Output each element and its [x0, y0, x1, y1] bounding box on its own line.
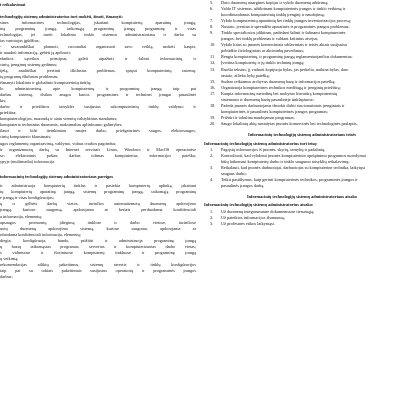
item-text: Įvertina kompiuterių ir jų tinklo techninę įrangą;: [221, 60, 305, 66]
item-text: įrangos, bei tinklų problemas ir valdant kritinius atvejus;: [221, 36, 319, 42]
right-column: [204, 0, 400, 400]
text-line: išmanyti lokalinio ir globalinio kompiuterinių tinklų;: [0, 80, 92, 86]
text-line: ypyje (multimedia) informacija.: [0, 158, 56, 164]
text-line: apsaugos priemonių įdiegimą tinklose ir darbo vietose, turinčiose: [0, 219, 196, 225]
text-line: cinių kompiuterio klausimais;: [0, 134, 52, 140]
item-number: 18.: [210, 102, 216, 108]
text-line: rekomendacijas atliktų pakeitimus, sistemų atvertis ir tinklų konfigūracijos: [0, 261, 196, 267]
text-line: priežiūra;: [0, 110, 17, 116]
text-line: lo administravimą apie kompiuterinę ir programinę įrangą taip pat: [0, 86, 196, 92]
item-text: Valdo IT sistemas, užtikrinant kompiuterinės įrangos ir tinklo veikimą ir: [221, 6, 346, 12]
item-text: Teikti pasiūlymus, kaip gerinti kompiuterinės technikos, programinės įrangos ir: [221, 176, 358, 182]
text-line: echnologijas, jei turėti lokalinio tinklo sistemos administratoriaus ir darbo su: [0, 31, 196, 37]
item-number: 15.: [210, 78, 216, 84]
responsibility-list: [204, 209, 400, 227]
responsibility-heading: Informacinių technologijų sistemų administratoriaus atsako: [246, 194, 358, 200]
item-number: 13.: [210, 66, 216, 72]
item-text: Prižiūri ir tobulina naudojamas programas;: [221, 114, 295, 120]
list-item: [204, 183, 400, 189]
text-line: darbus;: [0, 273, 13, 279]
item-text: Už pateiktos informacijos išsamumą;: [221, 214, 285, 220]
text-line: taip pat su tokiais pakeitimais susijusius operatorių ir programinės įrangos: [0, 267, 196, 273]
rights-intro: Informacinių technologijų sistemų administratorius turi teisę:: [204, 140, 318, 146]
item-number: 3.: [210, 220, 214, 226]
item-text: Nustato, įvertina ir sprendžia aparatinės ir programinės įrangos problemas;: [221, 24, 350, 30]
item-number: 4.: [210, 176, 214, 182]
text-line: kompiuterio techninius duomenis, maksimalias aplinkvamo galimybes;: [0, 122, 123, 128]
text-line: ias vartotojas įgūdžius;: [0, 37, 40, 43]
text-line: ų veikimą;: [0, 255, 19, 261]
item-text: saugaus darbo;: [221, 170, 247, 176]
text-line: ir naudoti informaciją, gebėti ją apdoroti;: [0, 49, 71, 55]
item-text: Vykdo kitus so įmonės komerciniais uždaviniais ir teisės aktais susijusius: [221, 42, 348, 48]
section-heading: technologijų sistemų administratorius turi mokėti, žinoti, išmanyti:: [0, 13, 123, 19]
item-text: Reikalauti, kad įmonės darbuotojai, darbuotojus su kompiuterine technika, laikytųsi: [221, 164, 366, 170]
item-number: 5.: [210, 0, 214, 5]
spacer: [0, 8, 196, 12]
rights-list: [204, 147, 400, 189]
item-number: 20.: [210, 120, 216, 126]
text-line: įrangą, kuriose saugomą, apdorojama ar keriais perduodama konfidenciali: [0, 207, 196, 213]
text-line: sines informacinės technologijas, jskaitant kompiuterių aparatinę įrangą,: [0, 19, 196, 25]
text-line: cinių, įrengimų sistemų gedimus;: [0, 61, 58, 67]
text-line: ių programų iškilusias problemas;: [0, 74, 59, 80]
text-line: kompiuterologijos, mazoudą ir statu vienetų valstybinius standartus;: [0, 116, 118, 122]
item-text: Tinklo specialiosios įdiktinas, padėdant šalinti ir šalinami kompiuterinės: [221, 30, 346, 36]
item-number: 6.: [210, 6, 214, 12]
item-text: Saugo lokalinių aktų nustatytas įmonės komercinės bei technologinės paslaptis.: [221, 120, 358, 126]
text-line: ų bazių taikomąsias programas, serverius ir kompiuterizuotas darbo vietas;: [0, 243, 196, 249]
item-number: 9.: [210, 30, 214, 36]
item-text: Vykdo kompiuterinių aparatinių bei tinklų įrangos inventorizacijos procesą;: [221, 18, 351, 24]
item-text: būtų laikomasi kompiuterių darbo ir tinklo saugumo taisyklių reikalavimų;: [221, 158, 350, 164]
text-line: darbo ir priežiūros taisyklės susijusias sukompiuterinių tinklų valdymo ir: [0, 104, 196, 110]
text-line: uotų duomenų apdorojimo sistemą, kuriose saugoma, apdorojama ar: [0, 225, 196, 231]
text-line: ugos reglamentų organizavimą, valdymo, vidaus tvarkos pagrindus;: [0, 140, 117, 146]
spacer: [0, 168, 196, 172]
item-text: Už duomenų integraumasne dokumentuose tiesumąją;: [221, 208, 315, 214]
item-text: sistemoms ir duomenų bazių pasaulinėje tinklapiuose;: [221, 96, 314, 102]
text-line: eknikos sąveikos principus, galėti atpažinti ir šalinti informacinių ir: [0, 55, 196, 61]
item-number: 10.: [210, 42, 216, 48]
item-text: atstato, atlieka bylų paiešką;: [221, 72, 270, 78]
list-item: [204, 221, 400, 227]
item-number: 1.: [210, 208, 214, 214]
text-line: iną programinę įrangą, taikomąją programinę įrangą programinę ir visas: [0, 25, 196, 31]
text-line: s vidiniuose ir išoriniuose kompiuterių tinkluose ir programinę įrangą: [0, 249, 196, 255]
item-text: kompiuterinės ir pasaulinės kompiuterinės įrangos programas;: [221, 108, 329, 114]
item-number: 17.: [210, 90, 216, 96]
text-line: ė įrangą ir visas konfigūracijas;: [0, 195, 54, 201]
item-text: Kontroliuoti, kad vykdomi įmonės kompiuterinio aprūpinimo programos nurodymai: [221, 152, 366, 158]
item-text: pobūdžio fiziologiniais ar akcininkų pavedimus;: [221, 48, 305, 54]
text-line: ir administruoja kompiuterių tinklus ir pasiekia kompiuterių aplinką, įskaitant: [0, 183, 196, 189]
item-text: Pagrįstų informacijos iš įmonės, skyrių, tarnybų ir padalinių,: [221, 146, 326, 152]
item-number: 7.: [210, 18, 214, 24]
item-text: Sudaro reikiamus archyvus duomenų bazę ir informacijos paiešką;: [221, 78, 336, 84]
rights-heading: Informacinių technologijų sistemų administratoriaus teisės: [248, 132, 356, 138]
item-number: 2.: [210, 152, 214, 158]
text-line: rduodama konfidenciali informacija, elementų;: [0, 231, 81, 237]
item-text: Rengia kompiuterinę, ir programinę įrangą reglamentuojančius dokumentus;: [221, 54, 353, 60]
text-line: ilauti ir bilti iteinkimiau naujes darbo, priešgaisrinės saugos, elektrosaugos,: [0, 128, 196, 134]
item-number: 12.: [210, 60, 216, 66]
item-text: Už profesinės etikos laikymąsi.: [221, 220, 275, 226]
duties-list-continued: [204, 0, 400, 127]
item-text: Kaupia informacinę metodinę bei mokymo literatūrą kompiuterinių: [221, 90, 337, 96]
text-line: darbas sistemų, išsikus ansgos kurios programines ir techninei įrangai pasaulinėi: [0, 92, 196, 98]
text-line: a informacija, elementų;: [0, 213, 42, 219]
section-heading: i reikalavimai: [0, 2, 26, 7]
item-number: 2.: [210, 214, 214, 220]
text-line: ir organizmuotų darbą su Internet servisais Linux, Windows ir MacOS operacinėse: [0, 146, 196, 152]
text-line: kis;: [0, 98, 7, 104]
text-line: se; elektroninis paštas, darbas tolimas kompiuterius, informacijos paieška;: [0, 152, 196, 158]
item-text: koordinuodamas kompiuterinių tinklų įrenginį ir naudojimą;: [221, 12, 325, 18]
section-heading: informacinių technologijų sistemų administratoriaus pareigos: [0, 173, 114, 179]
item-number: 16.: [210, 84, 216, 90]
text-line: ių kompiuterių aparatinę įrangą, sistemų programinę įrangą, taikomąją programinę: [0, 189, 196, 195]
text-line: ų ir gėlbėti darbų vietos, turinčios automatizmotų duomenų apdorojimo: [0, 201, 196, 207]
item-number: 8.: [210, 24, 214, 30]
text-line: diegia, konfigūruoja, bando, prižiūri ir administruoja programinę įrangą: [0, 237, 196, 243]
responsibility-intro: Informacinių technologijų sistemų administratorius atsako:: [204, 202, 314, 208]
list-item: [204, 121, 400, 127]
item-number: 1.: [210, 146, 214, 152]
item-number: 3.: [210, 164, 214, 170]
item-text: Organizuoja kompiuterines technikos medžiagą ir įrenginių priežiūrą;: [221, 84, 341, 90]
text-line: - savarankiškai planuoti, racionaliai organizuoti savo veiklą, mokėti kaupti,: [0, 43, 196, 49]
item-number: 19.: [210, 114, 216, 120]
item-text: Ruošia tekstus, jį vaduoti kopijuoja bylas, jas perkelia, naikina bylas, daro: [221, 66, 349, 72]
left-column: [0, 0, 196, 400]
item-number: 11.: [210, 54, 216, 60]
item-text: Padeda įmonės darbuotojams išmokti dirbti stacionariniais įrenginiais ir: [221, 102, 345, 108]
item-text: Daro duomenų atsargines kopijas ir vykdo duomenų atkūrimą;: [221, 0, 329, 5]
item-text: pasaulinės įrangos darbą.: [221, 182, 265, 188]
text-line: ijėlą, analitiškai įvertinti iškilusias problemas, spręsti kompiuterinių sistemų,: [0, 67, 196, 73]
